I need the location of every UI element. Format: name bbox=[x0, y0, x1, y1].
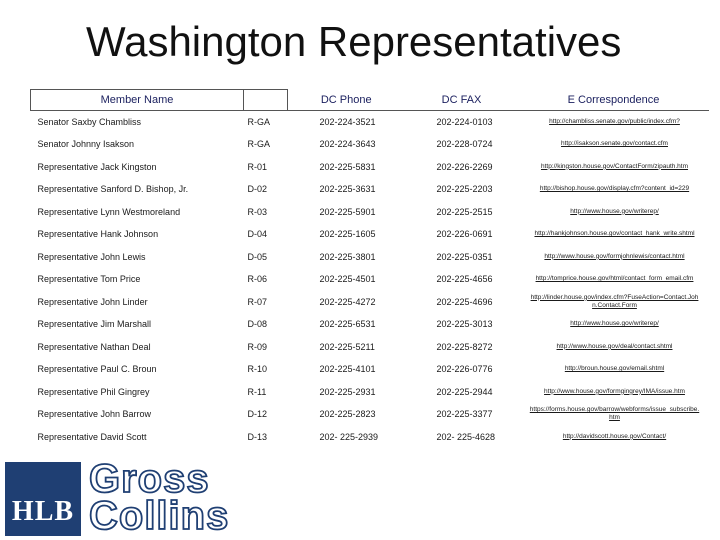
dc-phone-cell: 202-225-5901 bbox=[319, 206, 376, 217]
header-party bbox=[244, 90, 288, 111]
table-row bbox=[31, 111, 709, 134]
representatives-table bbox=[30, 89, 709, 448]
table-row bbox=[31, 381, 709, 404]
dc-phone-cell: 202-225-2823 bbox=[319, 409, 376, 420]
hlb-logo-box bbox=[5, 462, 81, 536]
party-district-cell: D-05 bbox=[247, 251, 268, 262]
member-name-cell: Representative Jim Marshall bbox=[37, 319, 152, 330]
dc-phone-cell: 202-225-2931 bbox=[319, 386, 376, 397]
e-correspondence-cell bbox=[519, 156, 709, 179]
header-e-correspondence: E Correspondence bbox=[519, 90, 709, 111]
e-correspondence-cell bbox=[519, 178, 709, 201]
e-correspondence-link[interactable]: http://www.house.gov/formgingrey/IMA/issue.htm bbox=[544, 387, 685, 395]
dc-phone-cell: 202-225-4272 bbox=[319, 296, 376, 307]
member-name-cell: Representative John Linder bbox=[37, 296, 148, 307]
party-district-cell: R-06 bbox=[247, 274, 268, 285]
table-row bbox=[31, 291, 709, 314]
table-row bbox=[31, 403, 709, 426]
table-row bbox=[31, 201, 709, 224]
member-name-cell: Representative David Scott bbox=[37, 431, 147, 442]
table-row bbox=[31, 268, 709, 291]
e-correspondence-link[interactable]: http://davidscott.house.gov/Contact/ bbox=[562, 432, 667, 440]
table-row bbox=[31, 178, 709, 201]
dc-fax-cell: 202-225-2515 bbox=[436, 206, 493, 217]
dc-phone-cell: 202-225-1605 bbox=[319, 229, 376, 240]
member-name-cell: Representative Jack Kingston bbox=[37, 161, 157, 172]
table-row bbox=[31, 246, 709, 269]
dc-phone-cell: 202-225-5831 bbox=[319, 161, 376, 172]
dc-fax-cell: 202-228-0724 bbox=[436, 139, 493, 150]
dc-fax-cell: 202- 225-4628 bbox=[436, 431, 496, 442]
party-district-cell: D-08 bbox=[247, 319, 268, 330]
dc-fax-cell: 202-225-2944 bbox=[436, 386, 493, 397]
table-row bbox=[31, 358, 709, 381]
party-district-cell: D-04 bbox=[247, 229, 268, 240]
dc-phone-cell: 202-225-3631 bbox=[319, 184, 376, 195]
page-title: Washington Representatives bbox=[86, 18, 622, 65]
table-row bbox=[31, 336, 709, 359]
e-correspondence-cell bbox=[519, 358, 709, 381]
logo-word-gross: Gross bbox=[89, 457, 210, 501]
e-correspondence-link[interactable]: https://forms.house.gov/barrow/webforms/issue_subscribe.htm bbox=[529, 406, 700, 422]
party-district-cell: R-10 bbox=[247, 364, 268, 375]
header-dc-phone: DC Phone bbox=[288, 90, 405, 111]
dc-fax-cell: 202-226-0776 bbox=[436, 364, 493, 375]
dc-fax-cell: 202-225-8272 bbox=[436, 341, 493, 352]
header-dc-fax: DC FAX bbox=[405, 90, 519, 111]
e-correspondence-link[interactable]: http://linder.house.gov/index.cfm?FuseAction=Contact.John.Contact.Form bbox=[530, 293, 699, 309]
party-district-cell: R-07 bbox=[247, 296, 268, 307]
e-correspondence-link[interactable]: http://isakson.senate.gov/contact.cfm bbox=[561, 140, 668, 148]
dc-fax-cell: 202-225-4696 bbox=[436, 296, 493, 307]
hlb-gross-collins-logo bbox=[5, 457, 261, 538]
dc-fax-cell: 202-226-0691 bbox=[436, 229, 493, 240]
e-correspondence-cell bbox=[519, 336, 709, 359]
party-district-cell: R-09 bbox=[247, 341, 268, 352]
member-name-cell: Senator Saxby Chambliss bbox=[37, 117, 142, 127]
e-correspondence-cell bbox=[519, 313, 709, 336]
e-correspondence-cell bbox=[519, 111, 709, 134]
table-row bbox=[31, 223, 709, 246]
table-body bbox=[31, 111, 709, 449]
e-correspondence-link[interactable]: http://www.house.gov/writerep/ bbox=[570, 207, 659, 215]
e-correspondence-cell bbox=[519, 381, 709, 404]
e-correspondence-cell bbox=[519, 403, 709, 426]
e-correspondence-link[interactable]: http://kingston.house.gov/ContactForm/zipauth.htm bbox=[540, 162, 689, 170]
dc-phone-cell: 202-225-4101 bbox=[319, 364, 376, 375]
e-correspondence-link[interactable]: http://hankjohnson.house.gov/contact_hank_write.shtml bbox=[534, 230, 695, 238]
dc-fax-cell: 202-225-2203 bbox=[436, 184, 493, 195]
table-row bbox=[31, 133, 709, 156]
e-correspondence-link[interactable]: http://www.house.gov/formjohnlewis/contact.html bbox=[544, 252, 685, 260]
member-name-cell: Representative Nathan Deal bbox=[37, 341, 151, 352]
hlb-logo-text: HLB bbox=[11, 496, 75, 527]
header-member-name: Member Name bbox=[31, 90, 244, 111]
dc-phone-cell: 202-225-6531 bbox=[319, 319, 376, 330]
dc-phone-cell: 202-225-3801 bbox=[319, 251, 376, 262]
party-district-cell: R-GA bbox=[247, 117, 270, 127]
dc-fax-cell: 202-224-0103 bbox=[436, 117, 493, 127]
representatives-table-container bbox=[30, 89, 708, 467]
dc-phone-cell: 202- 225-2939 bbox=[319, 431, 379, 442]
member-name-cell: Representative Phil Gingrey bbox=[37, 386, 150, 397]
e-correspondence-cell bbox=[519, 201, 709, 224]
member-name-cell: Representative Tom Price bbox=[37, 274, 141, 285]
member-name-cell: Senator Johnny Isakson bbox=[37, 139, 135, 150]
member-name-cell: Representative Hank Johnson bbox=[37, 229, 159, 240]
party-district-cell: D-13 bbox=[247, 431, 268, 442]
dc-fax-cell: 202-225-3377 bbox=[436, 409, 493, 420]
dc-phone-cell: 202-224-3521 bbox=[319, 117, 376, 127]
e-correspondence-link[interactable]: http://www.house.gov/writerep/ bbox=[570, 320, 659, 328]
logo-word-collins: Collins bbox=[89, 494, 230, 538]
e-correspondence-cell bbox=[519, 291, 709, 314]
e-correspondence-cell bbox=[519, 426, 709, 449]
e-correspondence-link[interactable]: http://bishop.house.gov/display.cfm?content_id=229 bbox=[539, 185, 690, 193]
dc-phone-cell: 202-224-3643 bbox=[319, 139, 376, 150]
table-row bbox=[31, 426, 709, 449]
dc-fax-cell: 202-225-0351 bbox=[436, 251, 493, 262]
table-header-row bbox=[31, 90, 709, 111]
party-district-cell: R-11 bbox=[247, 386, 267, 397]
table-row bbox=[31, 156, 709, 179]
e-correspondence-link[interactable]: http://tomprice.house.gov/html/contact_form_email.cfm bbox=[535, 275, 694, 283]
party-district-cell: R-01 bbox=[247, 161, 268, 172]
dc-fax-cell: 202-225-3013 bbox=[436, 319, 493, 330]
member-name-cell: Representative Sanford D. Bishop, Jr. bbox=[37, 184, 189, 195]
e-correspondence-cell bbox=[519, 223, 709, 246]
party-district-cell: R-03 bbox=[247, 206, 268, 217]
party-district-cell: D-02 bbox=[247, 184, 268, 195]
dc-fax-cell: 202-226-2269 bbox=[436, 161, 493, 172]
dc-fax-cell: 202-225-4656 bbox=[436, 274, 493, 285]
e-correspondence-link[interactable]: http://chambliss.senate.gov/public/index.cfm? bbox=[549, 118, 680, 125]
member-name-cell: Representative John Barrow bbox=[37, 409, 152, 420]
dc-phone-cell: 202-225-5211 bbox=[319, 341, 375, 352]
dc-phone-cell: 202-225-4501 bbox=[319, 274, 376, 285]
e-correspondence-link[interactable]: http://broun.house.gov/email.shtml bbox=[564, 365, 665, 373]
member-name-cell: Representative John Lewis bbox=[37, 251, 146, 262]
table-row bbox=[31, 313, 709, 336]
e-correspondence-cell bbox=[519, 246, 709, 269]
member-name-cell: Representative Lynn Westmoreland bbox=[37, 206, 181, 217]
e-correspondence-cell bbox=[519, 268, 709, 291]
e-correspondence-link[interactable]: http://www.house.gov/deal/contact.shtml bbox=[556, 342, 673, 350]
party-district-cell: R-GA bbox=[247, 139, 270, 150]
member-name-cell: Representative Paul C. Broun bbox=[37, 364, 157, 375]
e-correspondence-cell bbox=[519, 133, 709, 156]
party-district-cell: D-12 bbox=[247, 409, 268, 420]
